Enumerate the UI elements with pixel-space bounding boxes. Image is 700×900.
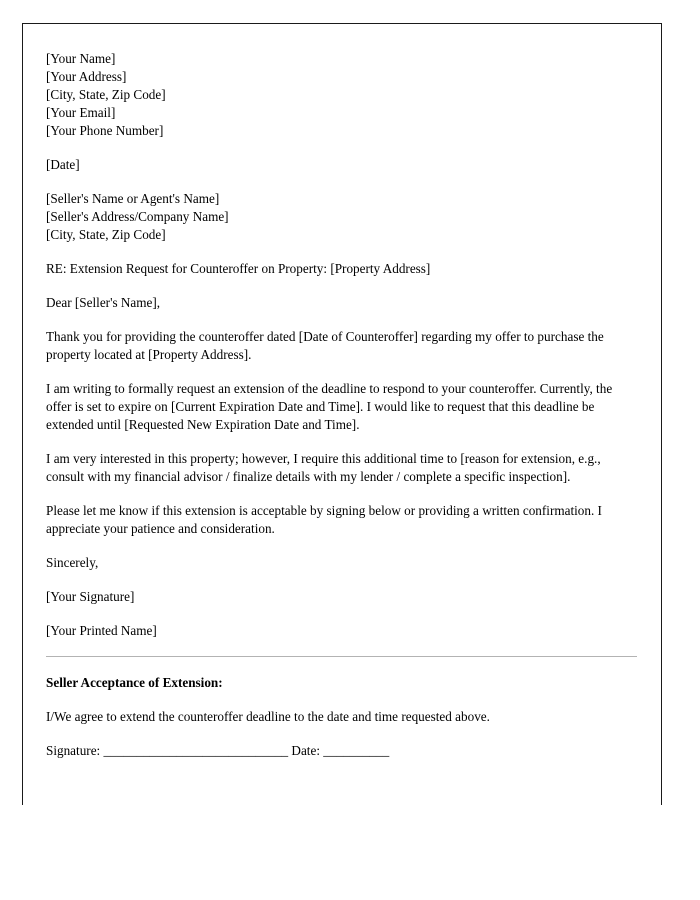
- printed-name-block: [46, 622, 638, 640]
- date-line: [Date]: [46, 157, 80, 172]
- paragraph-text: I am very interested in this property; however, I require this additional time to [reason for extension, e.g., consult with my financial advisor / finalize details with my lender / complete a specific inspection].: [46, 451, 601, 484]
- recipient-name: [Seller's Name or Agent's Name]: [46, 191, 220, 206]
- acceptance-heading: Seller Acceptance of Extension:: [46, 675, 223, 690]
- closing-salutation: Sincerely,: [46, 555, 99, 570]
- signature-placeholder: [Your Signature]: [46, 589, 135, 604]
- letter-body: [23, 24, 661, 760]
- sender-city-state-zip: [City, State, Zip Code]: [46, 87, 166, 102]
- acceptance-signature-field: Signature: ____________________________ Date: __________: [46, 743, 390, 758]
- recipient-city-state-zip: [City, State, Zip Code]: [46, 227, 166, 242]
- signature-block: [46, 588, 638, 606]
- acceptance-heading-block: [46, 674, 638, 692]
- body-paragraph-3: [46, 450, 638, 486]
- subject-line: RE: Extension Request for Counteroffer on Property: [Property Address]: [46, 261, 431, 276]
- paragraph-text: Please let me know if this extension is acceptable by signing below or providing a written confirmation. I appreciate your patience and consideration.: [46, 503, 602, 536]
- paragraph-text: Thank you for providing the counteroffer dated [Date of Counteroffer] regarding my offer to purchase the property located at [Property Address].: [46, 329, 604, 362]
- recipient-address-block: [46, 190, 638, 244]
- subject-block: [46, 260, 638, 278]
- acceptance-statement-block: [46, 708, 638, 726]
- salutation-block: [46, 294, 638, 312]
- acceptance-statement: I/We agree to extend the counteroffer deadline to the date and time requested above.: [46, 709, 490, 724]
- sender-name: [Your Name]: [46, 51, 116, 66]
- sender-address-block: [46, 50, 638, 140]
- printed-name-placeholder: [Your Printed Name]: [46, 623, 157, 638]
- salutation: Dear [Seller's Name],: [46, 295, 161, 310]
- date-block: [46, 156, 638, 174]
- paragraph-text: I am writing to formally request an extension of the deadline to respond to your counteroffer. Currently, the offer is set to expire on [Current Expiration Date and Time]. I would like to request that this deadline be extended until [Requested New Expiration Date and Time].: [46, 381, 613, 432]
- acceptance-signature-block: [46, 742, 638, 760]
- body-paragraph-2: [46, 380, 638, 434]
- body-paragraph-1: [46, 328, 638, 364]
- sender-email: [Your Email]: [46, 105, 116, 120]
- sender-phone: [Your Phone Number]: [46, 123, 164, 138]
- recipient-company: [Seller's Address/Company Name]: [46, 209, 229, 224]
- document-page: [22, 23, 662, 805]
- body-paragraph-4: [46, 502, 638, 538]
- sender-street: [Your Address]: [46, 69, 127, 84]
- section-divider: [46, 656, 637, 657]
- closing-block: [46, 554, 638, 572]
